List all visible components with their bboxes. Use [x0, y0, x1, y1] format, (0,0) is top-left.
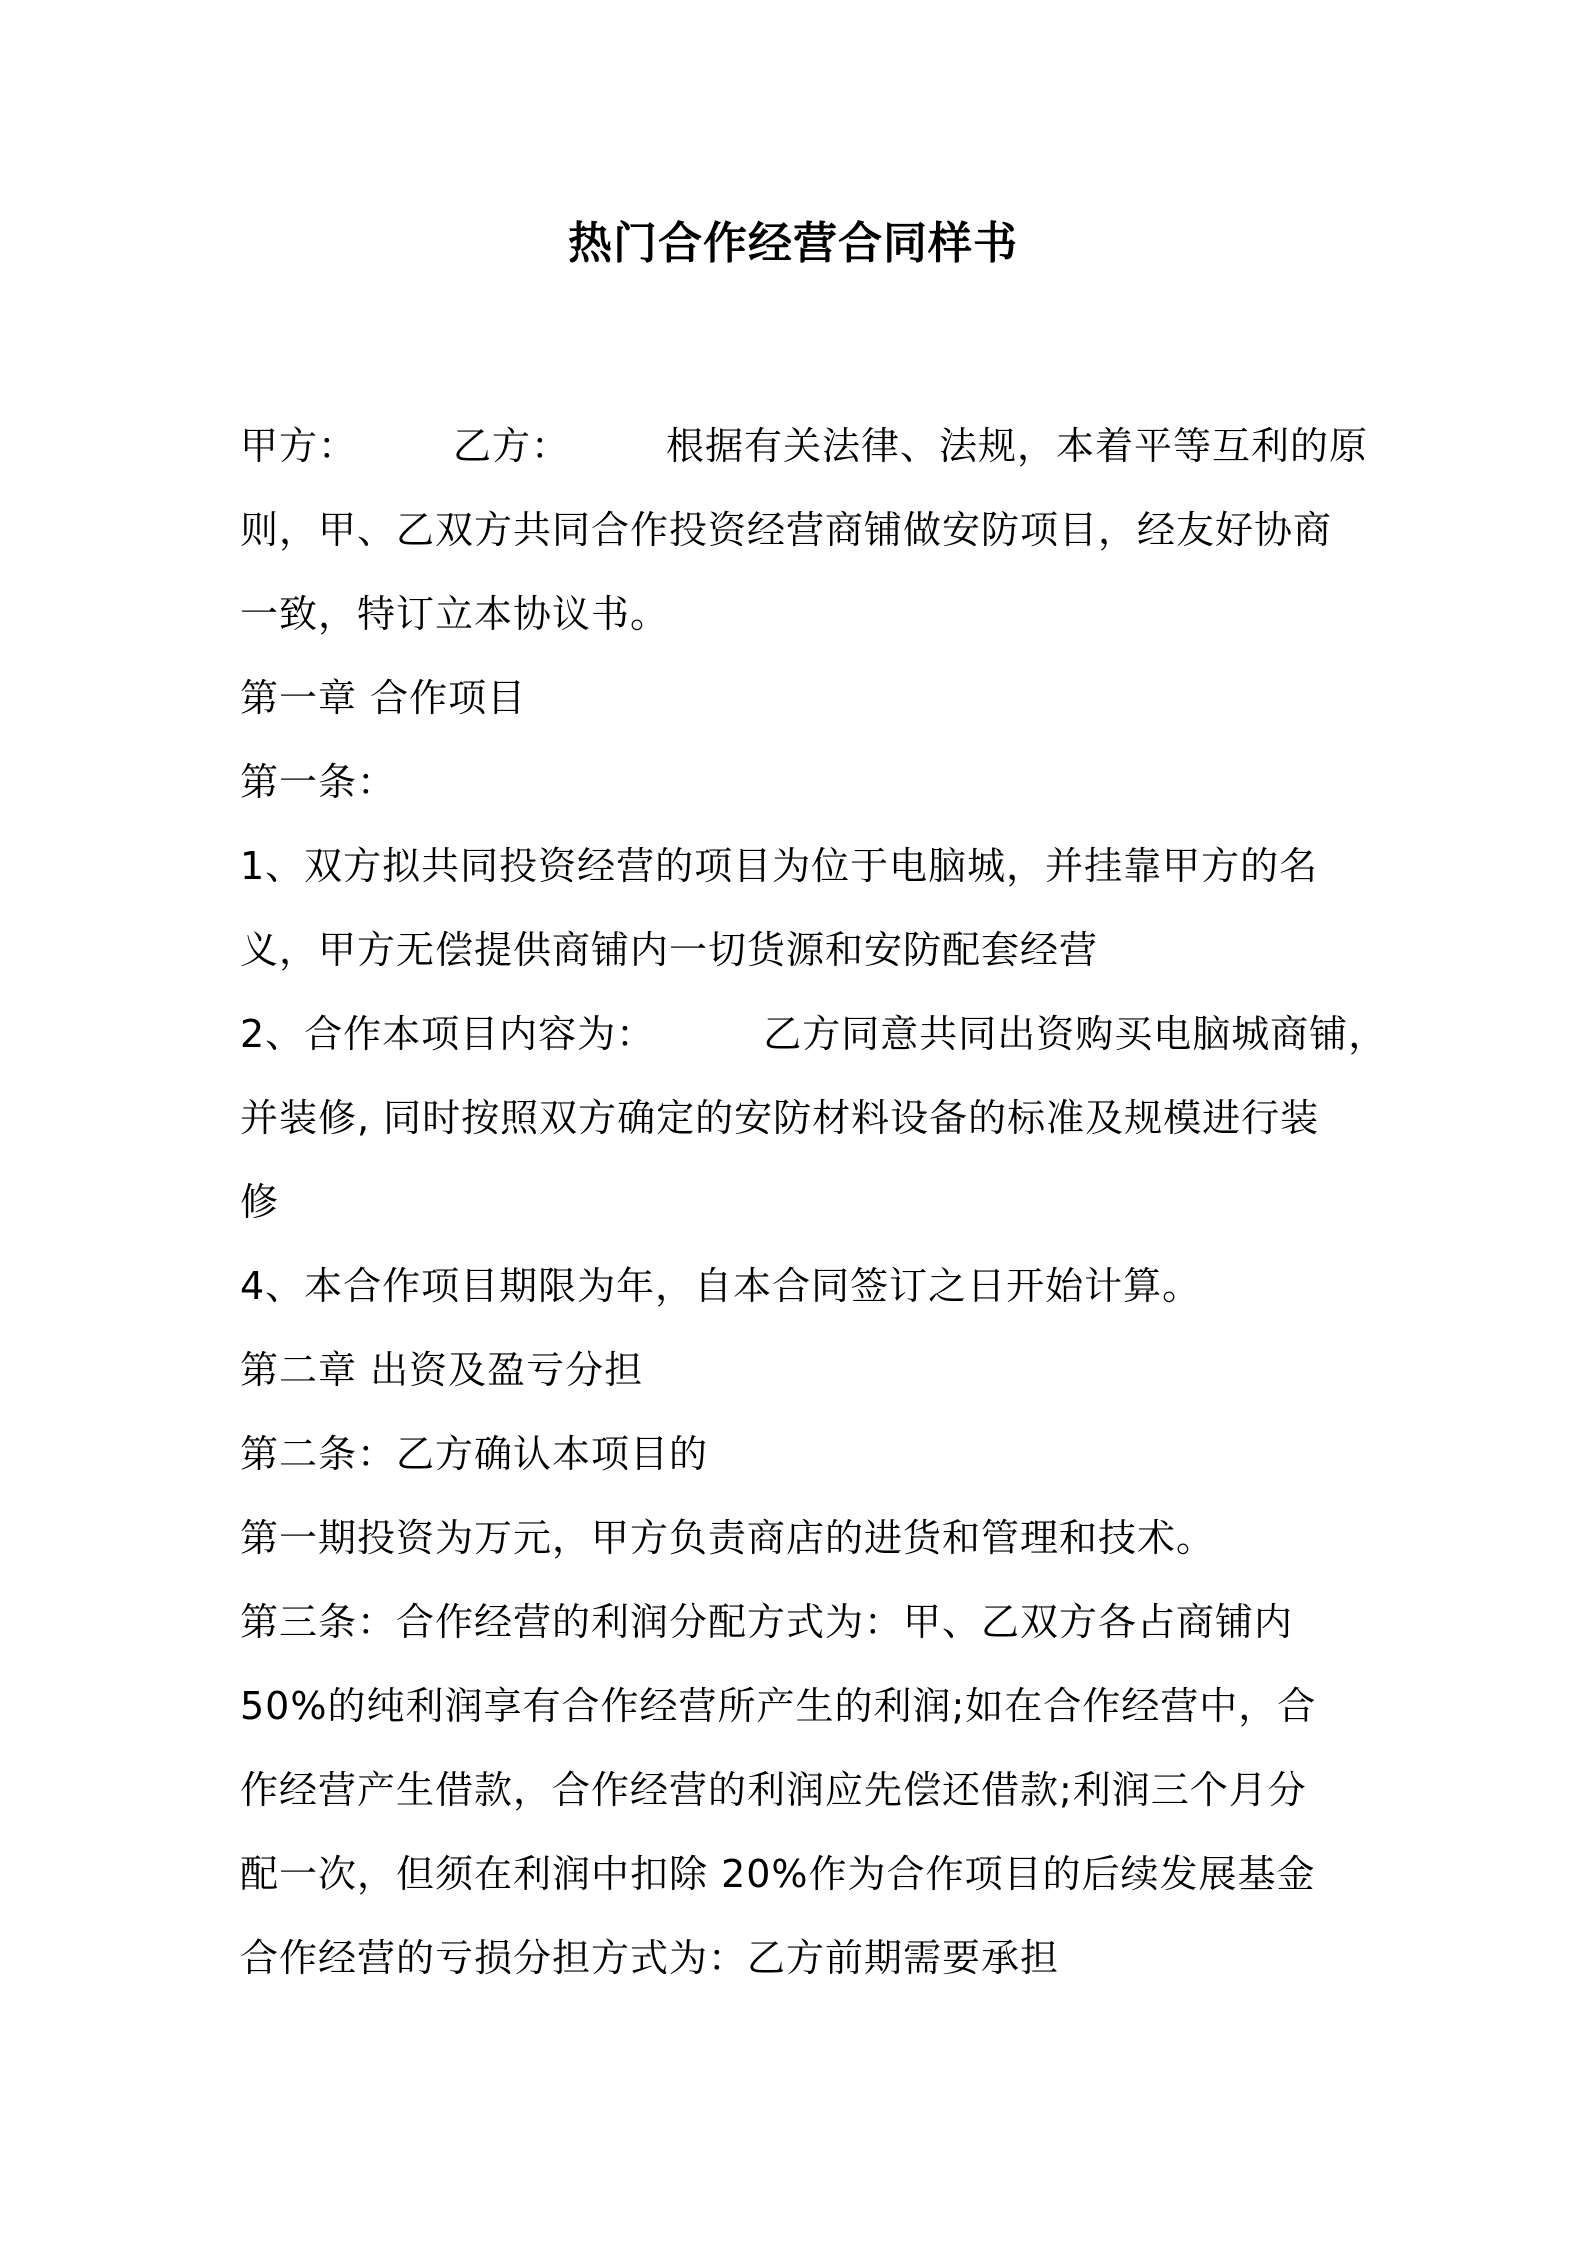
document-body	[240, 404, 1388, 2000]
chapter-2-heading: 第二章 出资及盈亏分担	[240, 1348, 644, 1392]
item-2-text: 乙方同意共同出资购买电脑城商铺，	[763, 1012, 1388, 1056]
item-1-line-1: 1、双方拟共同投资经营的项目为位于电脑城，并挂靠甲方的名	[240, 844, 1319, 888]
item-2-line-2: 并装修, 同时按照双方确定的安防材料设备的标准及规模进行装	[240, 1096, 1320, 1140]
article-2-line-1: 第二条：乙方确认本项目的	[240, 1432, 709, 1476]
party-a-label: 甲方：	[240, 424, 358, 468]
intro-line-1	[240, 404, 1369, 488]
item-1-line-2: 义，甲方无偿提供商铺内一切货源和安防配套经营	[240, 928, 1099, 972]
item-2-line-1	[240, 992, 1388, 1076]
document-title: 热门合作经营合同样书	[568, 218, 1018, 269]
article-3-line-2: 50%的纯利润享有合作经营所产生的利润;如在合作经营中，合	[240, 1684, 1317, 1728]
article-1-heading: 第一条：	[240, 760, 397, 804]
article-3-line-3: 作经营产生借款，合作经营的利润应先偿还借款;利润三个月分	[240, 1768, 1307, 1812]
article-3-line-4: 配一次，但须在利润中扣除 20%作为合作项目的后续发展基金	[240, 1852, 1316, 1896]
item-2-line-3: 修	[240, 1180, 280, 1224]
intro-line-2: 则，甲、乙双方共同合作投资经营商铺做安防项目，经友好协商	[240, 508, 1333, 552]
article-3-line-5: 合作经营的亏损分担方式为：乙方前期需要承担	[240, 1936, 1060, 1980]
item-2-label: 2、合作本项目内容为：	[240, 1012, 656, 1056]
item-4: 4、本合作项目期限为年，自本合同签订之日开始计算。	[240, 1264, 1202, 1308]
intro-line-3: 一致，特订立本协议书。	[240, 592, 670, 636]
chapter-1-heading: 第一章 合作项目	[240, 676, 527, 720]
article-3-line-1: 第三条：合作经营的利润分配方式为：甲、乙双方各占商铺内	[240, 1600, 1294, 1644]
article-2-line-2: 第一期投资为万元，甲方负责商店的进货和管理和技术。	[240, 1516, 1216, 1560]
party-b-label: 乙方：	[453, 424, 571, 468]
intro-text-1: 根据有关法律、法规，本着平等互利的原	[666, 424, 1369, 468]
